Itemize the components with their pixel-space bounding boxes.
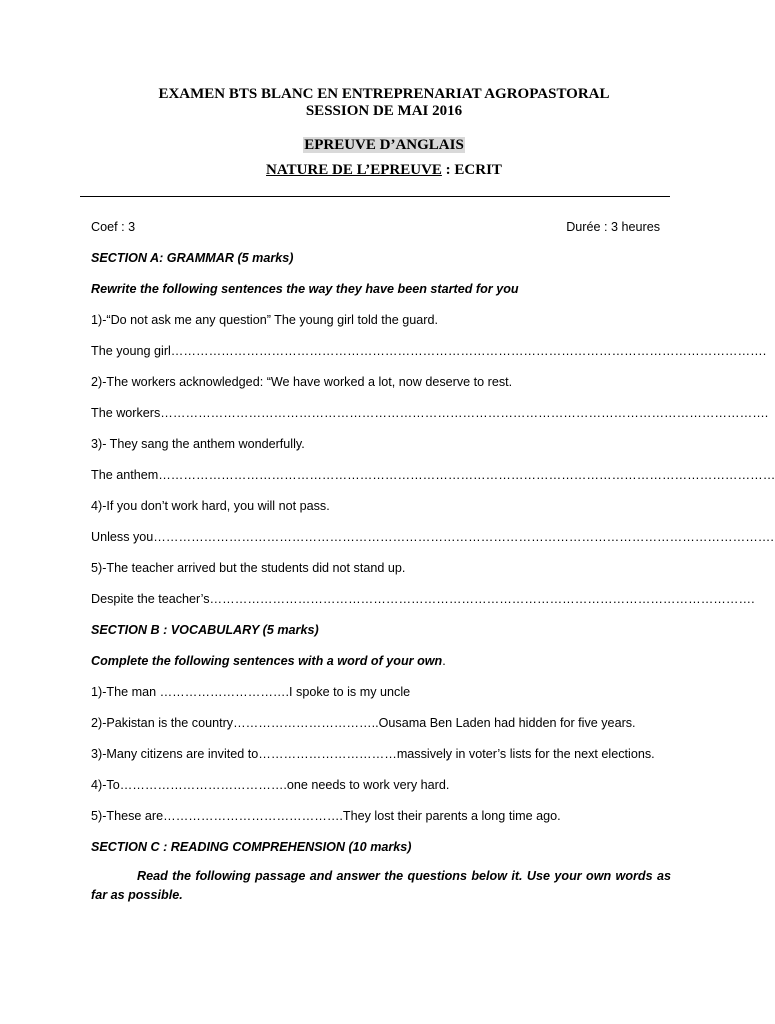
section-b-item: 3)-Many citizens are invited to……………………………massively in voter’s lists for the next elections. — [91, 747, 655, 761]
section-c-instruction: Read the following passage and answer the questions below it. Use your own words as far as possible. — [91, 869, 671, 902]
subject-title — [0, 137, 768, 154]
section-a-item: 5)-The teacher arrived but the students did not stand up. — [91, 561, 406, 575]
nature-line — [0, 162, 768, 179]
section-b-item: 4)-To………………………………….one needs to work very hard. — [91, 778, 450, 792]
section-a-answer-line: Despite the teacher’s…………………………………………………………………………………………………………………. — [91, 592, 755, 606]
section-b-instruction — [91, 653, 671, 669]
section-a-answer-line: The anthem………………………………………………………………………………………………………………………………… — [91, 468, 775, 482]
coef-label: Coef : 3 — [91, 220, 136, 234]
section-b-title: SECTION B : VOCABULARY (5 marks) — [91, 623, 319, 637]
section-a-item: 1)-“Do not ask me any question” The young girl told the guard. — [91, 313, 438, 327]
section-a-item: 2)-The workers acknowledged: “We have worked a lot, now deserve to rest. — [91, 375, 513, 389]
nature-label: NATURE DE L’EPREUVE — [266, 162, 442, 178]
section-b-instruction-text: Complete the following sentences with a word of your own — [91, 654, 443, 668]
section-a-answer-line: The workers………………………………………………………………………………………………………………………………. — [91, 406, 769, 420]
section-b-item: 2)-Pakistan is the country……………………………..Ousama Ben Laden had hidden for five years. — [91, 716, 636, 730]
section-a-title: SECTION A: GRAMMAR (5 marks) — [91, 251, 294, 265]
exam-session: SESSION DE MAI 2016 — [305, 103, 463, 119]
section-b-item: 5)-These are…………………………………….They lost their parents a long time ago. — [91, 809, 561, 823]
section-a-item: 4)-If you don’t work hard, you will not pass. — [91, 499, 330, 513]
section-c-title: SECTION C : READING COMPREHENSION (10 marks) — [91, 840, 412, 854]
section-b-instruction-end: . — [442, 654, 446, 668]
duration-label: Durée : 3 heures — [566, 220, 660, 234]
section-a-answer-line: Unless you…………………………………………………………………………………………………………………………………. — [91, 530, 774, 544]
section-b-item: 1)-The man ………………………….I spoke to is my uncle — [91, 685, 411, 699]
section-a-answer-line: The young girl……………………………………………………………………………………………………………………………. — [91, 344, 767, 358]
nature-value: : ECRIT — [441, 162, 502, 178]
header-divider — [80, 196, 670, 197]
exam-title: EXAMEN BTS BLANC EN ENTREPRENARIAT AGROPASTORAL — [158, 86, 610, 102]
section-a-instruction: Rewrite the following sentences the way they have been started for you — [91, 282, 519, 296]
section-a-item: 3)- They sang the anthem wonderfully. — [91, 437, 305, 451]
subject-label: EPREUVE D’ANGLAIS — [304, 137, 464, 153]
